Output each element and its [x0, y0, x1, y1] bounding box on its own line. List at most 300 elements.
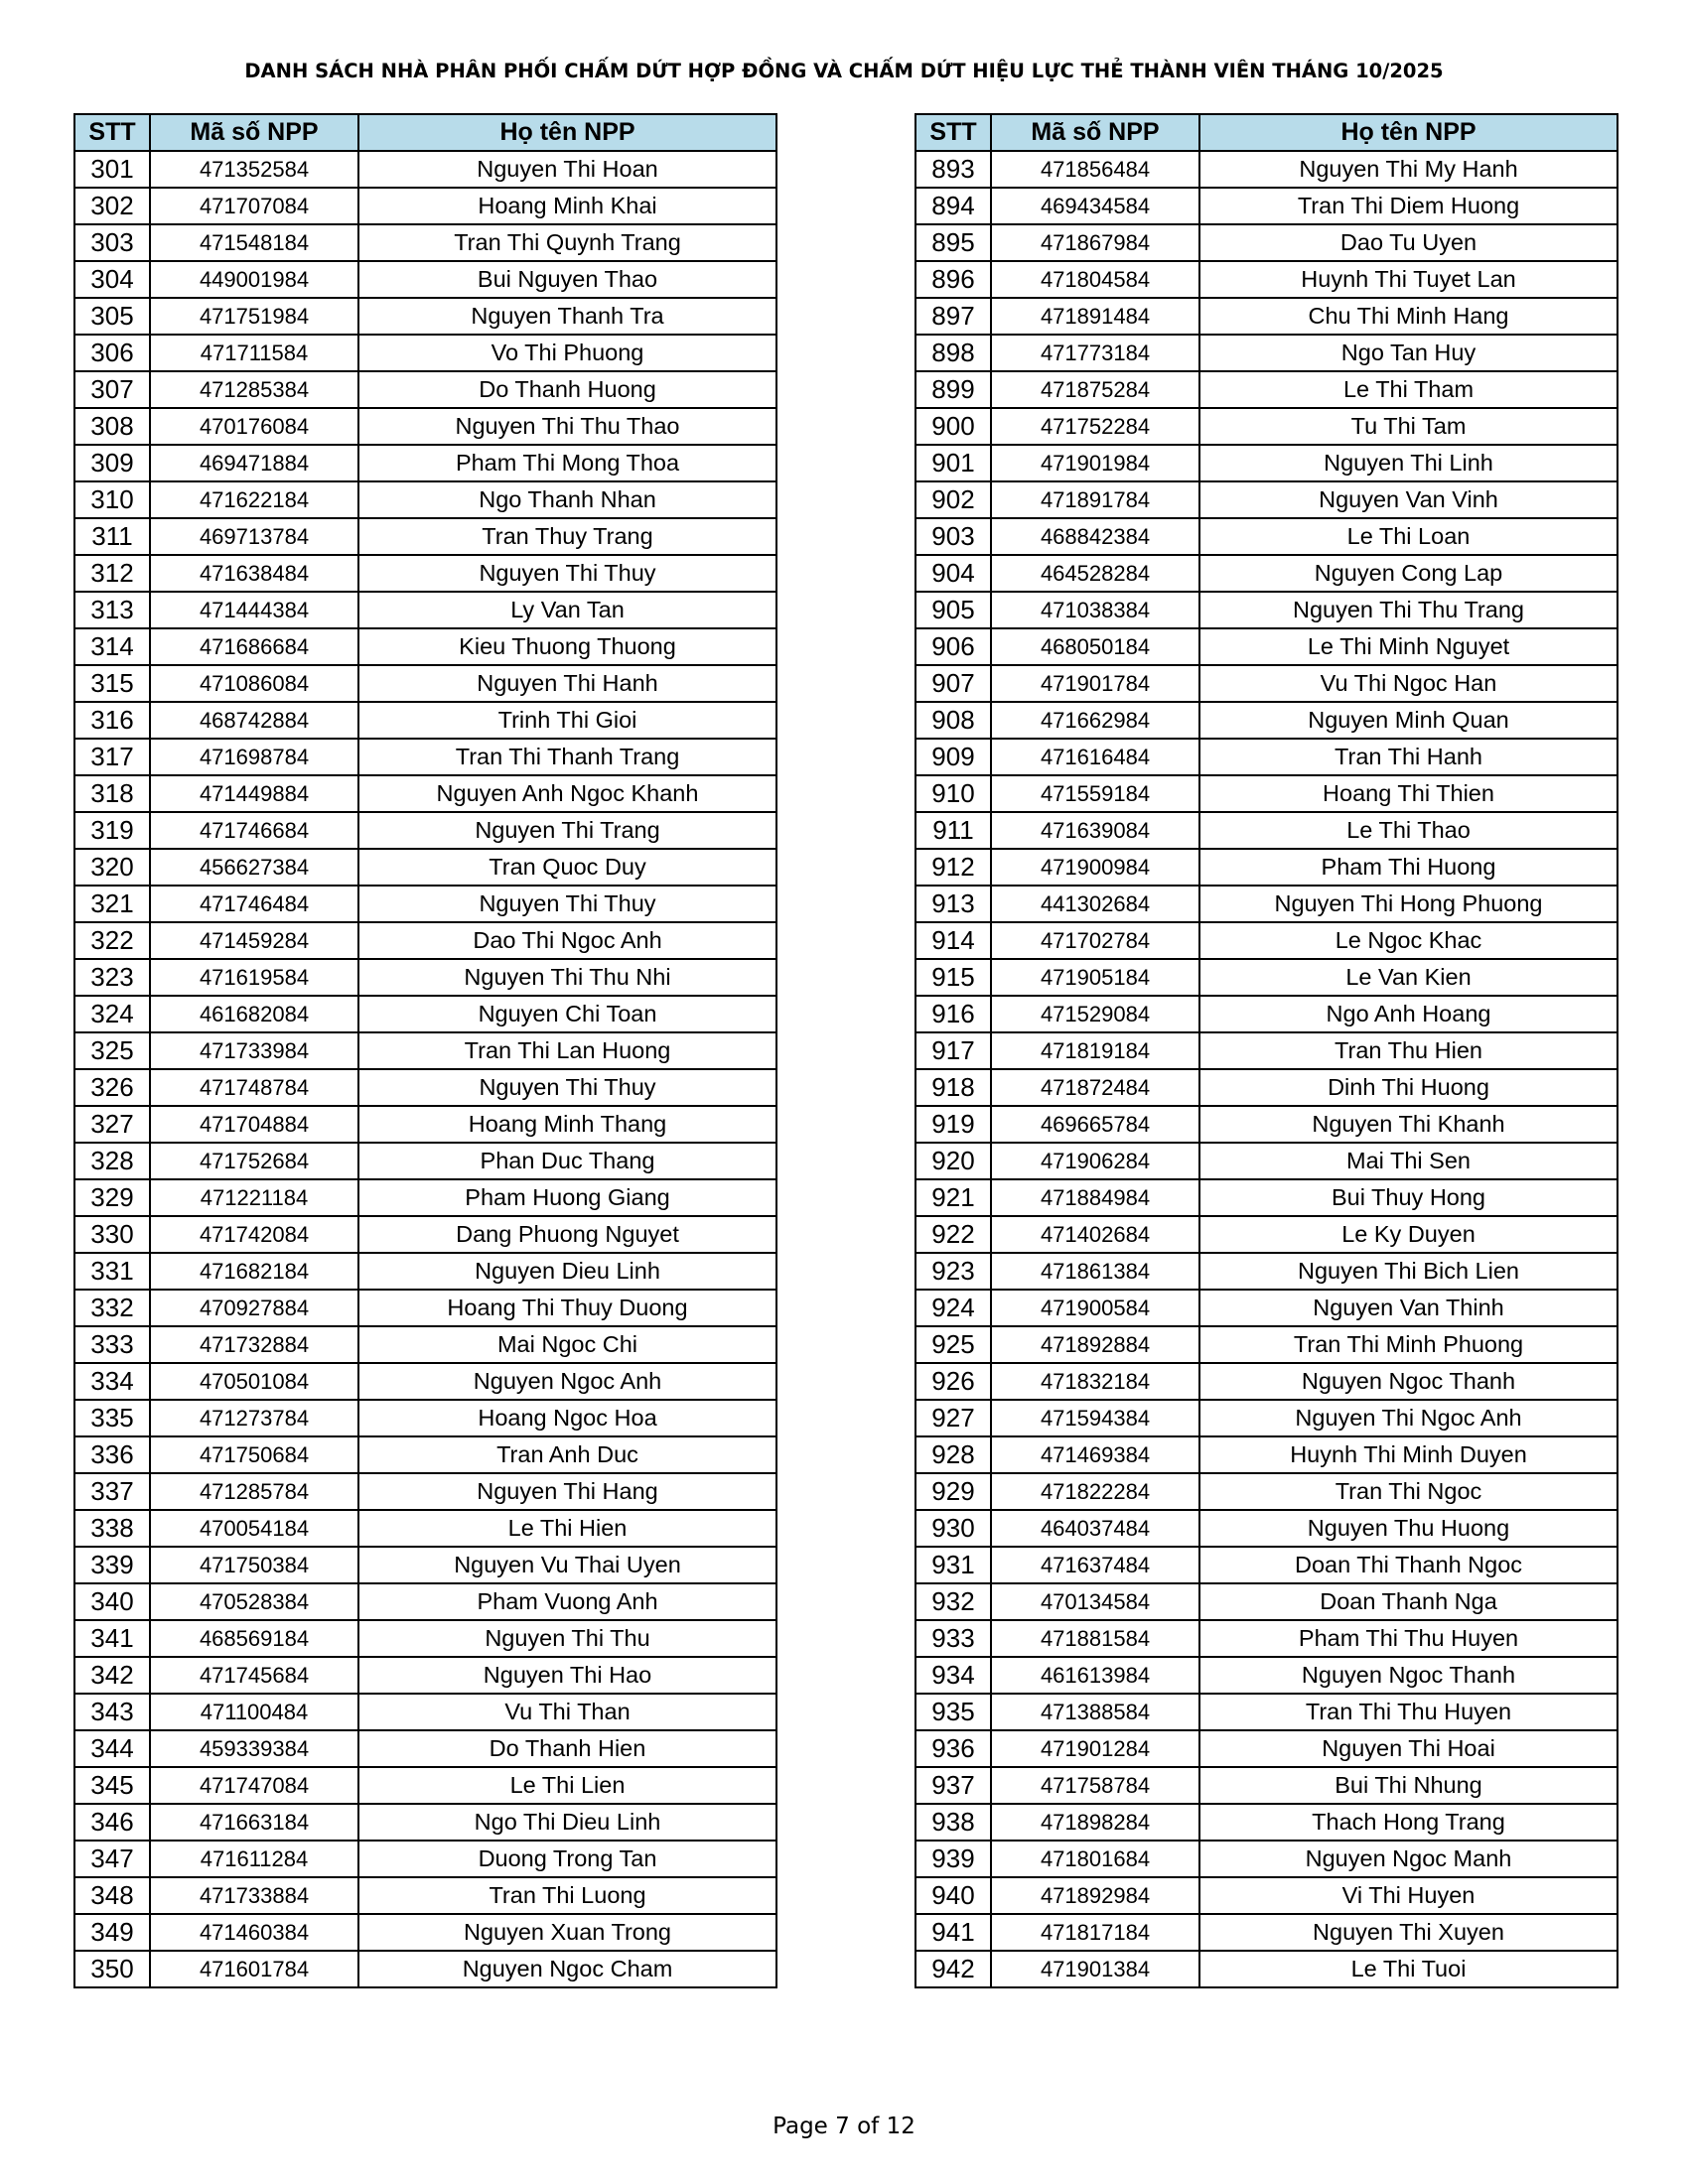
distributor-name: Nguyen Ngoc Cham: [358, 1951, 776, 1987]
row-stt: 337: [74, 1473, 150, 1510]
row-stt: 318: [74, 775, 150, 812]
distributor-code: 471817184: [991, 1914, 1199, 1951]
distributor-name: Le Thi Thao: [1199, 812, 1618, 849]
row-stt: 941: [915, 1914, 991, 1951]
distributor-code: 471594384: [991, 1400, 1199, 1436]
distributor-code: 441302684: [991, 886, 1199, 922]
distributor-code: 471901284: [991, 1730, 1199, 1767]
row-stt: 331: [74, 1253, 150, 1290]
row-stt: 310: [74, 481, 150, 518]
row-stt: 933: [915, 1620, 991, 1657]
distributor-code: 471752284: [991, 408, 1199, 445]
distributor-name: Trinh Thi Gioi: [358, 702, 776, 739]
distributor-name: Tran Thi Lan Huong: [358, 1032, 776, 1069]
table-row: [915, 1583, 1618, 1620]
distributor-code: 471637484: [991, 1547, 1199, 1583]
distributor-code: 471086084: [150, 665, 358, 702]
row-stt: 334: [74, 1363, 150, 1400]
distributor-code: 469713784: [150, 518, 358, 555]
table-row: [915, 1877, 1618, 1914]
distributor-code: 471459284: [150, 922, 358, 959]
table-row: [74, 481, 776, 518]
row-stt: 329: [74, 1179, 150, 1216]
table-row: [74, 188, 776, 224]
distributor-name: Le Thi Minh Nguyet: [1199, 628, 1618, 665]
row-stt: 312: [74, 555, 150, 592]
distributor-code: 471884984: [991, 1179, 1199, 1216]
distributor-name: Ngo Tan Huy: [1199, 335, 1618, 371]
distributor-code: 471901784: [991, 665, 1199, 702]
distributor-code: 471449884: [150, 775, 358, 812]
row-stt: 895: [915, 224, 991, 261]
distributor-name: Hoang Thi Thien: [1199, 775, 1618, 812]
distributor-code: 471898284: [991, 1804, 1199, 1841]
distributor-code: 471901384: [991, 1951, 1199, 1987]
row-stt: 903: [915, 518, 991, 555]
distributor-code: 470054184: [150, 1510, 358, 1547]
distributor-name: Nguyen Thi Trang: [358, 812, 776, 849]
distributor-code: 471711584: [150, 335, 358, 371]
distributor-name: Tran Thi Thu Huyen: [1199, 1694, 1618, 1730]
row-stt: 919: [915, 1106, 991, 1143]
distributor-name: Tran Thi Ngoc: [1199, 1473, 1618, 1510]
table-body-left: [74, 151, 776, 1987]
row-stt: 350: [74, 1951, 150, 1987]
distributor-name: Tran Thi Minh Phuong: [1199, 1326, 1618, 1363]
row-stt: 314: [74, 628, 150, 665]
table-row: [915, 1143, 1618, 1179]
table-row: [915, 996, 1618, 1032]
distributor-code: 471801684: [991, 1841, 1199, 1877]
distributor-code: 471460384: [150, 1914, 358, 1951]
table-row: [915, 1767, 1618, 1804]
table-row: [74, 1400, 776, 1436]
distributor-code: 464528284: [991, 555, 1199, 592]
distributor-name: Nguyen Thi Bich Lien: [1199, 1253, 1618, 1290]
table-row: [915, 1106, 1618, 1143]
table-row: [915, 702, 1618, 739]
distributor-name: Vi Thi Huyen: [1199, 1877, 1618, 1914]
distributor-code: 471747084: [150, 1767, 358, 1804]
distributor-code: 471616484: [991, 739, 1199, 775]
distributor-name: Do Thanh Hien: [358, 1730, 776, 1767]
table-row: [915, 1510, 1618, 1547]
table-row: [74, 1069, 776, 1106]
distributor-name: Dang Phuong Nguyet: [358, 1216, 776, 1253]
distributor-name: Le Van Kien: [1199, 959, 1618, 996]
row-stt: 935: [915, 1694, 991, 1730]
distributor-name: Mai Ngoc Chi: [358, 1326, 776, 1363]
table-row: [74, 1253, 776, 1290]
distributor-code: 471746484: [150, 886, 358, 922]
table-row: [915, 1253, 1618, 1290]
table-row: [74, 1143, 776, 1179]
table-row: [915, 371, 1618, 408]
distributor-name: Nguyen Ngoc Manh: [1199, 1841, 1618, 1877]
table-header-row: [915, 114, 1618, 151]
row-stt: 929: [915, 1473, 991, 1510]
row-stt: 913: [915, 886, 991, 922]
row-stt: 343: [74, 1694, 150, 1730]
row-stt: 931: [915, 1547, 991, 1583]
table-row: [74, 1730, 776, 1767]
row-stt: 911: [915, 812, 991, 849]
row-stt: 918: [915, 1069, 991, 1106]
row-stt: 922: [915, 1216, 991, 1253]
distributor-name: Do Thanh Huong: [358, 371, 776, 408]
distributor-code: 471758784: [991, 1767, 1199, 1804]
table-row: [74, 1914, 776, 1951]
table-row: [915, 188, 1618, 224]
distributor-name: Nguyen Ngoc Thanh: [1199, 1363, 1618, 1400]
distributor-name: Phan Duc Thang: [358, 1143, 776, 1179]
table-row: [74, 1804, 776, 1841]
distributor-name: Pham Vuong Anh: [358, 1583, 776, 1620]
distributor-code: 471352584: [150, 151, 358, 188]
row-stt: 326: [74, 1069, 150, 1106]
table-row: [915, 518, 1618, 555]
distributor-code: 459339384: [150, 1730, 358, 1767]
row-stt: 305: [74, 298, 150, 335]
distributor-code: 471875284: [991, 371, 1199, 408]
table-row: [74, 1657, 776, 1694]
table-row: [74, 812, 776, 849]
row-stt: 323: [74, 959, 150, 996]
table-row: [74, 371, 776, 408]
distributor-name: Hoang Ngoc Hoa: [358, 1400, 776, 1436]
row-stt: 327: [74, 1106, 150, 1143]
row-stt: 925: [915, 1326, 991, 1363]
table-header-row: [74, 114, 776, 151]
table-row: [74, 1583, 776, 1620]
table-row: [74, 151, 776, 188]
table-row: [915, 1841, 1618, 1877]
distributor-code: 471752684: [150, 1143, 358, 1179]
page-title: DANH SÁCH NHÀ PHÂN PHỐI CHẤM DỨT HỢP ĐỒNG VÀ CHẤM DỨT HIỆU LỰC THẺ THÀNH VIÊN THÁNG 10/2025: [244, 60, 1444, 82]
row-stt: 908: [915, 702, 991, 739]
table-row: [74, 665, 776, 702]
page-number: Page 7 of 12: [773, 2114, 915, 2139]
table-row: [915, 1620, 1618, 1657]
distributor-code: 471773184: [991, 335, 1199, 371]
distributor-name: Le Thi Tham: [1199, 371, 1618, 408]
distributor-code: 471892884: [991, 1326, 1199, 1363]
row-stt: 912: [915, 849, 991, 886]
distributor-code: 471639084: [991, 812, 1199, 849]
distributor-name: Pham Thi Mong Thoa: [358, 445, 776, 481]
distributor-name: Nguyen Thi Thuy: [358, 555, 776, 592]
row-stt: 921: [915, 1179, 991, 1216]
distributor-code: 470176084: [150, 408, 358, 445]
distributor-name: Pham Thi Thu Huyen: [1199, 1620, 1618, 1657]
distributor-name: Nguyen Thi Thu: [358, 1620, 776, 1657]
table-row: [915, 812, 1618, 849]
row-stt: 909: [915, 739, 991, 775]
distributor-code: 471100484: [150, 1694, 358, 1730]
table-row: [915, 739, 1618, 775]
distributor-code: 471750384: [150, 1547, 358, 1583]
table-row: [915, 335, 1618, 371]
row-stt: 923: [915, 1253, 991, 1290]
distributor-name: Tran Anh Duc: [358, 1436, 776, 1473]
distributor-code: 449001984: [150, 261, 358, 298]
distributor-name: Le Thi Loan: [1199, 518, 1618, 555]
distributor-name: Nguyen Van Thinh: [1199, 1290, 1618, 1326]
table-row: [74, 739, 776, 775]
distributor-name: Doan Thanh Nga: [1199, 1583, 1618, 1620]
distributor-code: 471402684: [991, 1216, 1199, 1253]
table-row: [74, 408, 776, 445]
distributor-code: 471751984: [150, 298, 358, 335]
distributor-name: Mai Thi Sen: [1199, 1143, 1618, 1179]
row-stt: 928: [915, 1436, 991, 1473]
distributor-name: Doan Thi Thanh Ngoc: [1199, 1547, 1618, 1583]
distributor-code: 471900584: [991, 1290, 1199, 1326]
distributor-name: Thach Hong Trang: [1199, 1804, 1618, 1841]
distributor-code: 471702784: [991, 922, 1199, 959]
distributor-code: 471856484: [991, 151, 1199, 188]
table-row: [915, 224, 1618, 261]
table-row: [74, 335, 776, 371]
distributor-name: Vo Thi Phuong: [358, 335, 776, 371]
distributor-code: 471601784: [150, 1951, 358, 1987]
row-stt: 902: [915, 481, 991, 518]
distributor-code: 471698784: [150, 739, 358, 775]
table-row: [74, 1179, 776, 1216]
distributor-name: Nguyen Thi Thu Nhi: [358, 959, 776, 996]
row-stt: 896: [915, 261, 991, 298]
table-row: [74, 922, 776, 959]
row-stt: 927: [915, 1400, 991, 1436]
row-stt: 345: [74, 1767, 150, 1804]
distributor-code: 471686684: [150, 628, 358, 665]
table-row: [915, 555, 1618, 592]
table-row: [74, 1547, 776, 1583]
distributor-code: 468569184: [150, 1620, 358, 1657]
distributor-name: Nguyen Vu Thai Uyen: [358, 1547, 776, 1583]
table-row: [74, 298, 776, 335]
distributor-name: Hoang Thi Thuy Duong: [358, 1290, 776, 1326]
table-body-right: [915, 151, 1618, 1987]
distributor-name: Nguyen Thi Thuy: [358, 1069, 776, 1106]
distributor-code: 461613984: [991, 1657, 1199, 1694]
row-stt: 304: [74, 261, 150, 298]
distributor-code: 471881584: [991, 1620, 1199, 1657]
distributor-code: 471804584: [991, 261, 1199, 298]
distributor-name: Tran Thi Quynh Trang: [358, 224, 776, 261]
distributor-code: 471832184: [991, 1363, 1199, 1400]
distributor-code: 461682084: [150, 996, 358, 1032]
distributor-name: Nguyen Van Vinh: [1199, 481, 1618, 518]
distributor-code: 471905184: [991, 959, 1199, 996]
distributor-code: 471529084: [991, 996, 1199, 1032]
row-stt: 930: [915, 1510, 991, 1547]
distributor-code: 470501084: [150, 1363, 358, 1400]
distributor-name: Hoang Minh Thang: [358, 1106, 776, 1143]
distributor-name: Le Thi Tuoi: [1199, 1951, 1618, 1987]
distributor-code: 471732884: [150, 1326, 358, 1363]
table-row: [915, 298, 1618, 335]
row-stt: 938: [915, 1804, 991, 1841]
row-stt: 898: [915, 335, 991, 371]
table-row: [74, 1216, 776, 1253]
table-row: [74, 886, 776, 922]
distributor-name: Duong Trong Tan: [358, 1841, 776, 1877]
row-stt: 893: [915, 151, 991, 188]
table-row: [915, 628, 1618, 665]
distributor-code: 471742084: [150, 1216, 358, 1253]
table-row: [915, 1032, 1618, 1069]
table-row: [915, 1914, 1618, 1951]
row-stt: 321: [74, 886, 150, 922]
distributor-code: 468742884: [150, 702, 358, 739]
distributor-name: Huynh Thi Tuyet Lan: [1199, 261, 1618, 298]
distributor-code: 471285384: [150, 371, 358, 408]
distributor-name: Nguyen Thi Hoai: [1199, 1730, 1618, 1767]
table-row: [915, 665, 1618, 702]
distributor-code: 471704884: [150, 1106, 358, 1143]
distributor-name: Pham Huong Giang: [358, 1179, 776, 1216]
table-row: [74, 775, 776, 812]
table-row: [915, 1694, 1618, 1730]
table-row: [74, 224, 776, 261]
distributor-code: 456627384: [150, 849, 358, 886]
table-row: [915, 1363, 1618, 1400]
distributor-name: Vu Thi Than: [358, 1694, 776, 1730]
column-header-code: Mã số NPP: [150, 114, 358, 151]
row-stt: 317: [74, 739, 150, 775]
distributor-name: Kieu Thuong Thuong: [358, 628, 776, 665]
table-row: [915, 592, 1618, 628]
distributor-code: 471638484: [150, 555, 358, 592]
distributor-name: Ngo Anh Hoang: [1199, 996, 1618, 1032]
distributor-name: Nguyen Thi Linh: [1199, 445, 1618, 481]
distributor-code: 470927884: [150, 1290, 358, 1326]
row-stt: 301: [74, 151, 150, 188]
row-stt: 914: [915, 922, 991, 959]
distributor-name: Bui Thi Nhung: [1199, 1767, 1618, 1804]
table-row: [74, 1620, 776, 1657]
distributor-code: 471750684: [150, 1436, 358, 1473]
distributor-code: 471663184: [150, 1804, 358, 1841]
distributor-name: Le Thi Lien: [358, 1767, 776, 1804]
distributor-name: Le Ngoc Khac: [1199, 922, 1618, 959]
table-row: [74, 996, 776, 1032]
row-stt: 332: [74, 1290, 150, 1326]
row-stt: 348: [74, 1877, 150, 1914]
distributor-name: Dao Tu Uyen: [1199, 224, 1618, 261]
row-stt: 937: [915, 1767, 991, 1804]
row-stt: 349: [74, 1914, 150, 1951]
distributor-code: 464037484: [991, 1510, 1199, 1547]
distributor-name: Vu Thi Ngoc Han: [1199, 665, 1618, 702]
row-stt: 900: [915, 408, 991, 445]
distributor-name: Ngo Thi Dieu Linh: [358, 1804, 776, 1841]
table-row: [74, 1877, 776, 1914]
distributor-name: Nguyen Dieu Linh: [358, 1253, 776, 1290]
table-row: [915, 1547, 1618, 1583]
row-stt: 344: [74, 1730, 150, 1767]
distributor-name: Tran Thi Hanh: [1199, 739, 1618, 775]
distributor-code: 471559184: [991, 775, 1199, 812]
row-stt: 330: [74, 1216, 150, 1253]
table-row: [74, 1510, 776, 1547]
row-stt: 324: [74, 996, 150, 1032]
row-stt: 338: [74, 1510, 150, 1547]
row-stt: 926: [915, 1363, 991, 1400]
table-row: [74, 1951, 776, 1987]
distributor-name: Nguyen Thu Huong: [1199, 1510, 1618, 1547]
table-row: [915, 1400, 1618, 1436]
distributor-code: 471388584: [991, 1694, 1199, 1730]
table-row: [74, 1694, 776, 1730]
distributor-code: 471622184: [150, 481, 358, 518]
distributor-code: 471662984: [991, 702, 1199, 739]
table-row: [915, 886, 1618, 922]
distributor-code: 471901984: [991, 445, 1199, 481]
row-stt: 340: [74, 1583, 150, 1620]
distributor-code: 471822284: [991, 1473, 1199, 1510]
table-row: [74, 1326, 776, 1363]
distributor-name: Nguyen Thi Hang: [358, 1473, 776, 1510]
distributor-name: Nguyen Thi Hong Phuong: [1199, 886, 1618, 922]
table-row: [915, 261, 1618, 298]
row-stt: 916: [915, 996, 991, 1032]
row-stt: 907: [915, 665, 991, 702]
row-stt: 942: [915, 1951, 991, 1987]
row-stt: 897: [915, 298, 991, 335]
distributor-code: 471221184: [150, 1179, 358, 1216]
distributor-code: 471611284: [150, 1841, 358, 1877]
row-stt: 313: [74, 592, 150, 628]
distributor-code: 468050184: [991, 628, 1199, 665]
table-row: [915, 151, 1618, 188]
table-row: [74, 702, 776, 739]
distributor-table-left: [73, 113, 777, 1988]
table-row: [915, 1290, 1618, 1326]
distributor-code: 471746684: [150, 812, 358, 849]
distributor-name: Dinh Thi Huong: [1199, 1069, 1618, 1106]
distributor-name: Nguyen Thi Hanh: [358, 665, 776, 702]
distributor-code: 471733884: [150, 1877, 358, 1914]
distributor-code: 469665784: [991, 1106, 1199, 1143]
distributor-code: 471682184: [150, 1253, 358, 1290]
column-header-stt: STT: [74, 114, 150, 151]
distributor-name: Nguyen Cong Lap: [1199, 555, 1618, 592]
distributor-name: Ngo Thanh Nhan: [358, 481, 776, 518]
distributor-code: 471733984: [150, 1032, 358, 1069]
distributor-name: Nguyen Ngoc Anh: [358, 1363, 776, 1400]
distributor-name: Hoang Minh Khai: [358, 188, 776, 224]
table-row: [74, 1106, 776, 1143]
table-row: [74, 261, 776, 298]
table-row: [74, 445, 776, 481]
row-stt: 309: [74, 445, 150, 481]
distributor-code: 471285784: [150, 1473, 358, 1510]
row-stt: 905: [915, 592, 991, 628]
row-stt: 894: [915, 188, 991, 224]
table-row: [74, 518, 776, 555]
distributor-code: 471469384: [991, 1436, 1199, 1473]
distributor-code: 471891484: [991, 298, 1199, 335]
row-stt: 341: [74, 1620, 150, 1657]
distributor-name: Nguyen Ngoc Thanh: [1199, 1657, 1618, 1694]
distributor-name: Nguyen Chi Toan: [358, 996, 776, 1032]
row-stt: 899: [915, 371, 991, 408]
table-row: [74, 1473, 776, 1510]
table-row: [915, 445, 1618, 481]
distributor-code: 471892984: [991, 1877, 1199, 1914]
